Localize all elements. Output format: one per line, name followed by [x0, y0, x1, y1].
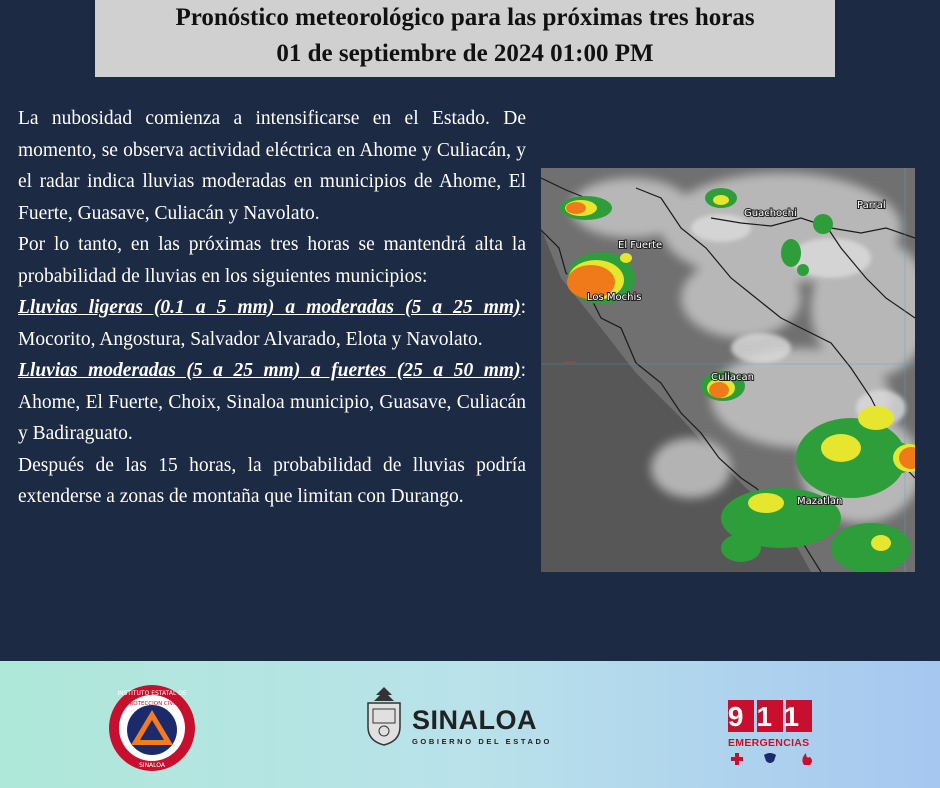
sinaloa-subtitle: GOBIERNO DEL ESTADO: [412, 737, 552, 746]
paragraph-later: Después de las 15 horas, la probabilidad de lluvias podría extenderse a zonas de montaña que limitan con Durango.: [18, 454, 526, 507]
emergency-911-logo: [728, 700, 818, 734]
police-badge-icon: [764, 753, 776, 763]
fire-icon: [802, 753, 812, 765]
radar-satellite-map: [541, 168, 915, 572]
forecast-text: [18, 103, 526, 513]
pc-ring-bottom: SINALOA: [138, 762, 166, 769]
pc-ring-top: INSTITUTO ESTATAL DE: [117, 690, 187, 697]
radar-map-graphic: [541, 168, 915, 572]
map-label-culiacan: Culiacan: [711, 372, 754, 383]
heavy-rain-municipalities: : Ahome, El Fuerte, Choix, Sinaloa municipio, Guasave, Culiacán y Badiraguato.: [18, 360, 526, 444]
emergency-wordmark: EMERGENCIAS: [728, 737, 810, 749]
light-rain-label: Lluvias ligeras (0.1 a 5 mm) a moderadas (5 a 25 mm): [18, 297, 521, 318]
emergency-number: 911: [728, 701, 813, 732]
paragraph-light-rain: [18, 292, 526, 355]
light-rain-municipalities: : Mocorito, Angostura, Salvador Alvarado, Elota y Navolato.: [18, 297, 526, 350]
page-title: Pronóstico meteorológico para las próximas tres horas: [175, 4, 755, 31]
emergency-services-icons: [730, 751, 816, 767]
paragraph-outlook: Por lo tanto, en las próximas tres horas se mantendrá alta la probabilidad de lluvias en los siguientes municipios:: [18, 234, 526, 287]
pc-ring-mid: PROTECCION CIVIL: [126, 701, 178, 707]
proteccion-civil-logo: [107, 683, 197, 773]
map-label-guachochi: Guachochi: [744, 208, 797, 219]
sinaloa-wordmark: SINALOA: [412, 705, 537, 735]
page-date: 01 de septiembre de 2024 01:00 PM: [276, 40, 654, 67]
map-label-los-mochis: Los Mochis: [587, 292, 642, 303]
title-box: [95, 0, 835, 77]
map-label-mazatlan: Mazatlan: [797, 496, 843, 507]
paragraph-situation: La nubosidad comienza a intensificarse en el Estado. De momento, se observa actividad eléctrica en Ahome y Culiacán, y el radar indica lluvias moderadas en municipios de Ahome, El Fuerte, Guasave, Culiacán y Navolato.: [18, 108, 526, 224]
sinaloa-seal-icon: [364, 685, 404, 747]
heavy-rain-label: Lluvias moderadas (5 a 25 mm) a fuertes (25 a 50 mm): [18, 360, 521, 381]
paragraph-heavy-rain: [18, 355, 526, 450]
map-label-parral: Parral: [857, 200, 886, 211]
map-label-el-fuerte: El Fuerte: [618, 240, 663, 251]
medical-cross-icon: [731, 753, 743, 765]
